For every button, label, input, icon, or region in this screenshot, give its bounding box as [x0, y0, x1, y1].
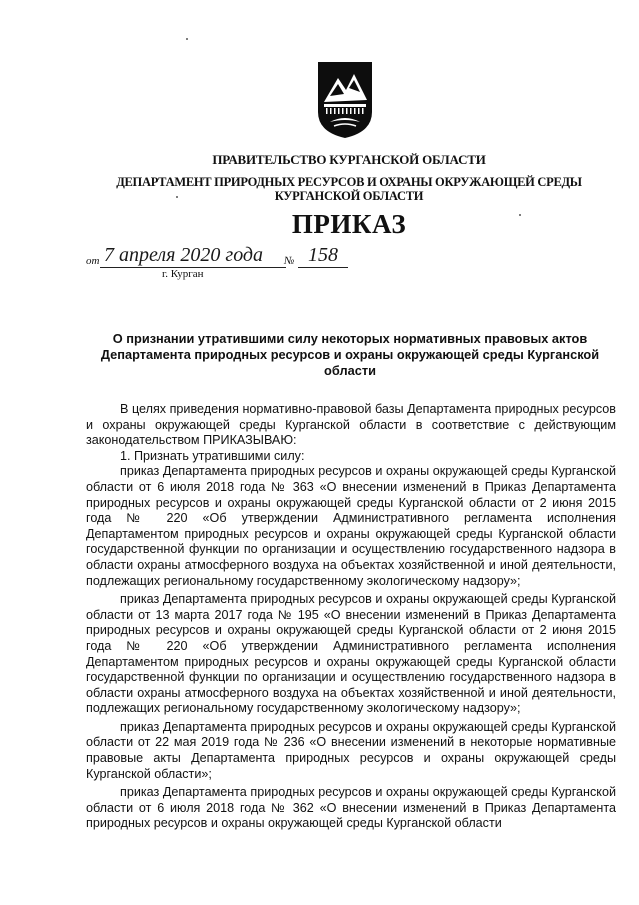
scan-speck: [176, 196, 178, 198]
city-label: г. Курган: [162, 268, 204, 280]
handwritten-date: 7 апреля 2020 года: [104, 244, 264, 266]
paragraph-order-236: приказ Департамента природных ресурсов и охраны окружающей среды Курганской области от 22 мая 2019 года № 236 «О внесении изменений в некоторые нормативные правовые акты Департамента природных ресурсов и охраны окружающей среды Курганской области»;: [86, 719, 616, 781]
paragraph-order-362: приказ Департамента природных ресурсов и охраны окружающей среды Курганской области от 6 июля 2018 года № 362 «О внесении изменений в Приказ Департамента природных ресурсов и охраны окружающей среды Курганской области: [86, 785, 616, 831]
department-name: ДЕПАРТАМЕНТ ПРИРОДНЫХ РЕСУРСОВ И ОХРАНЫ ОКРУЖАЮЩЕЙ СРЕДЫ: [116, 175, 582, 189]
scan-speck: [519, 214, 521, 216]
paragraph-item-1: 1. Признать утратившими силу:: [120, 448, 305, 463]
paragraph-order-363: приказ Департамента природных ресурсов и охраны окружающей среды Курганской области от 6 июля 2018 года № 363 «О внесении изменений в Приказ Департамента природных ресурсов и охраны окружающей среды Курганской области от 2 июня 2015 года № 220 «Об утверждении Административного регламента исполнения Департаментом природных ресурсов и охраны окружающей среды Курганской области государственной функции по организации и осуществлению государственного надзора в области охраны атмосферного воздуха на объектах хозяйственной и иной деятельности, подлежащих региональному государственному экологическому надзору»;: [86, 464, 616, 588]
paragraph-order-195: приказ Департамента природных ресурсов и охраны окружающей среды Курганской области от 13 марта 2017 года № 195 «О внесении изменений в Приказ Департамента природных ресурсов и охраны окружающей среды Курганской области от 2 июня 2015 года № 220 «Об утверждении Административного регламента исполнения Департаментом природных ресурсов и охраны окружающей среды Курганской области государственной функции по организации и осуществлению государственного надзора в области охраны атмосферного воздуха на объектах хозяйственной и иной деятельности, подлежащих региональному государственному экологическому надзору»;: [86, 592, 616, 716]
paragraph-preamble: В целях приведения нормативно-правовой базы Департамента природных ресурсов и охраны окружающей среды Курганской области в соответствие с действующим законодательством ПРИКАЗЫВАЮ:: [86, 402, 616, 448]
document-type-title: ПРИКАЗ: [291, 209, 407, 239]
date-label: от: [86, 255, 100, 267]
government-title: ПРАВИТЕЛЬСТВО КУРГАНСКОЙ ОБЛАСТИ: [212, 152, 486, 167]
coat-of-arms-icon: [316, 60, 374, 140]
order-date-number-row: [86, 246, 366, 270]
order-heading: О признании утратившими силу некоторых нормативных правовых актов Департамента природных ресурсов и охраны окружающей среды Курганской области: [100, 331, 600, 378]
number-label: №: [284, 255, 295, 267]
number-underline: [298, 267, 348, 268]
order-body: [86, 402, 616, 832]
department-region: КУРГАНСКОЙ ОБЛАСТИ: [274, 189, 424, 203]
handwritten-number: 158: [308, 244, 338, 266]
scan-speck: [186, 38, 188, 40]
